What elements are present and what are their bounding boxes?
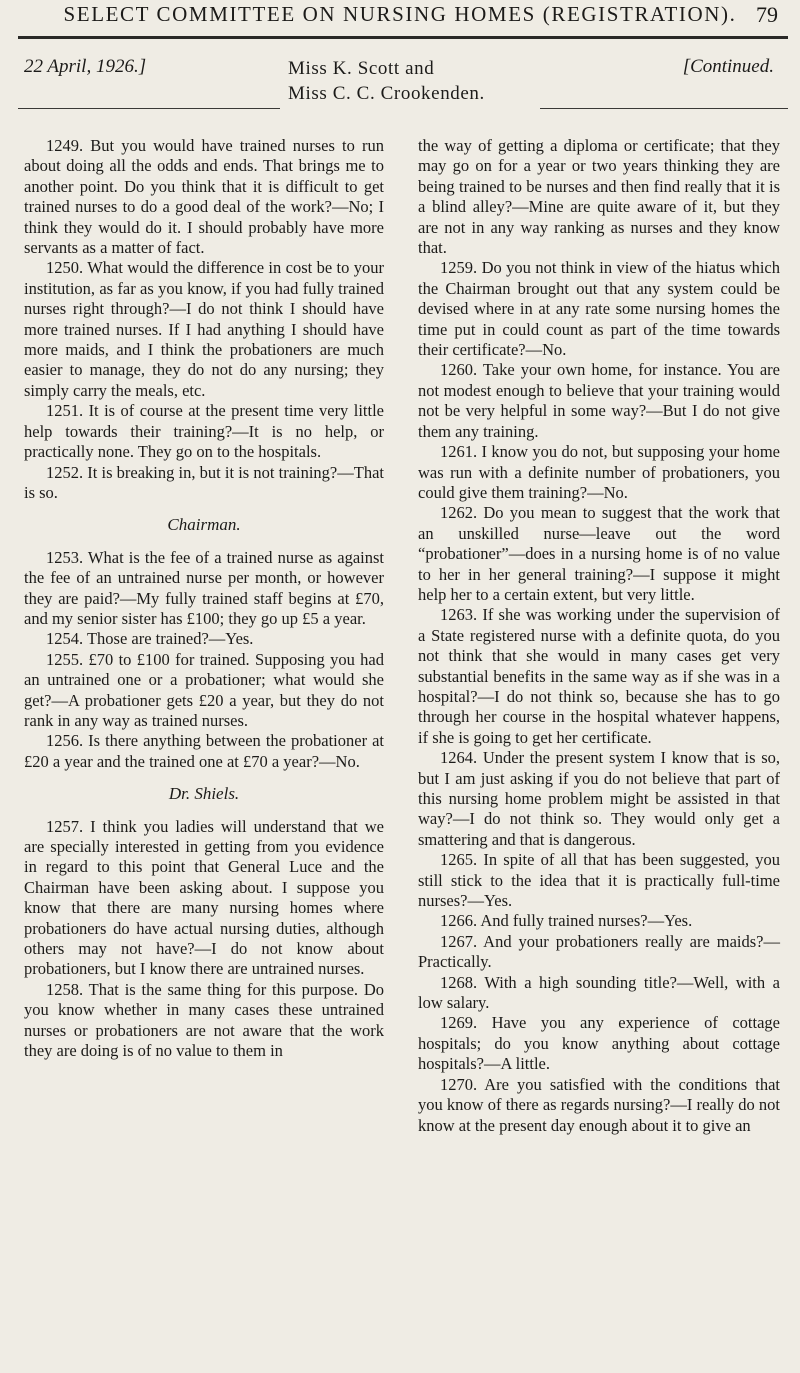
testimony-paragraph: 1265. In spite of all that has been suggested, you still stick to the idea that it is practically full-time nurses?—Yes. [418, 850, 780, 911]
left-column [24, 136, 384, 1061]
testimony-paragraph: 1261. I know you do not, but supposing your home was run with a definite number of probationers, you could give them training?—No. [418, 442, 780, 502]
testimony-paragraph: 1256. Is there anything between the probationer at £20 a year and the trained one at £70 a year?—No. [24, 731, 384, 771]
testimony-paragraph: 1263. If she was working under the supervision of a State registered nurse with a definite quota, do you not think that she would in many cases get very substantial benefits in the same way as if she was in a hospital?—I do not think so, because she has to go through her course in the hospital whatever happens, if she is going to get her certificate. [418, 605, 780, 747]
testimony-paragraph: 1259. Do you not think in view of the hiatus which the Chairman brought out that any system could be devised where in at any rate some nursing homes the time put in could count as part of the time towards their certificate?—No. [418, 258, 780, 360]
meta-rule-left [18, 108, 280, 109]
running-title: SELECT COMMITTEE ON NURSING HOMES (REGISTRATION). [63, 2, 737, 26]
testimony-paragraph: 1262. Do you mean to suggest that the work that an unskilled nurse—leave out the word “probationer”—does in a nursing home is of no value to her in her general training?—I suppose it might help her to a certain extent, but very little. [418, 503, 780, 604]
testimony-paragraph: 1268. With a high sounding title?—Well, with a low salary. [418, 972, 780, 1013]
testimony-paragraph: 1266. And fully trained nurses?—Yes. [440, 911, 693, 931]
page-number: 79 [756, 2, 778, 27]
testimony-paragraph: 1269. Have you any experience of cottage hospitals; do you know anything about cottage hospitals?—A little. [418, 1013, 780, 1074]
witness-names [288, 56, 485, 106]
continued-marker: [Continued. [682, 56, 774, 77]
testimony-paragraph: 1250. What would the difference in cost be to your institution, as far as you know, if you had fully trained nurses right through?—I do not think I should have more trained nurses. If I had anything I should have more maids, and I think the probationers are much easier to manage, they do not do any nursing; they simply carry the meals, etc. [24, 258, 384, 400]
testimony-paragraph: 1257. I think you ladies will understand that we are specially interested in getting from you evidence in regard to this point that General Luce and the Chairman have been asking about. I suppose you know that there are many nursing homes where probationers do have actual nursing duties, although others may not have?—I do not know about probationers, but I know there are untrained nurses. [24, 816, 384, 979]
testimony-paragraph: 1251. It is of course at the present time very little help towards their training?—It is no help, or practically none. They go on to the hospitals. [24, 401, 384, 462]
witness-line-1: Miss K. Scott and [288, 58, 435, 79]
meta-rule-right [540, 108, 788, 109]
right-column [418, 136, 780, 1136]
header-rule [18, 36, 788, 39]
testimony-paragraph: 1260. Take your own home, for instance. You are not modest enough to believe that your training would not be very helpful in some way?—But I do not give them any training. [418, 360, 780, 441]
testimony-paragraph: 1252. It is breaking in, but it is not training?—That is so. [24, 462, 384, 502]
testimony-paragraph: 1253. What is the fee of a trained nurse as against the fee of an untrained nurse per month, or however they are paid?—My fully trained staff begins at £70, and my senior sister has £100; they go up £5 a year. [24, 547, 384, 628]
speaker-heading: Dr. Shiels. [168, 784, 240, 804]
testimony-paragraph: 1258. That is the same thing for this purpose. Do you know whether in many cases these untrained nurses or probationers are not aware that the work they are doing is of no value to them in [24, 979, 384, 1061]
testimony-paragraph: 1267. And your probationers really are maids?—Practically. [418, 931, 780, 972]
witness-line-2: Miss C. C. Crookenden. [288, 83, 485, 104]
testimony-paragraph: 1254. Those are trained?—Yes. [46, 629, 254, 649]
witness-meta [0, 56, 800, 112]
testimony-paragraph: 1255. £70 to £100 for trained. Supposing you had an untrained one or a probationer; what would she get?—A probationer gets £20 a year, but they do not rank in any way as trained nurses. [24, 649, 384, 730]
session-date: 22 April, 1926.] [24, 56, 147, 77]
testimony-paragraph: 1264. Under the present system I know that is so, but I am just asking if you do not believe that part of this nursing home problem might be assisted in that way?—I do not think so. They would only get a smattering and that is dangerous. [418, 748, 780, 849]
testimony-paragraph: the way of getting a diploma or certificate; that they may go on for a year or two years thinking they are being trained to be nurses and then find really that it is a blind alley?—Mine are quite aware of it, but they are not in any way ranking as nurses and they know that. [418, 136, 780, 258]
testimony-paragraph: 1249. But you would have trained nurses to run about doing all the odds and ends. That brings me to another point. Do you think that it is difficult to get trained nurses to do a good deal of the work?—No; I think they would do it. I should probably have more servants as a matter of fact. [24, 136, 384, 258]
speaker-heading: Chairman. [167, 515, 241, 535]
testimony-paragraph: 1270. Are you satisfied with the conditions that you know of there as regards nursing?—I really do not know at the present day enough about it to give an [418, 1074, 780, 1135]
